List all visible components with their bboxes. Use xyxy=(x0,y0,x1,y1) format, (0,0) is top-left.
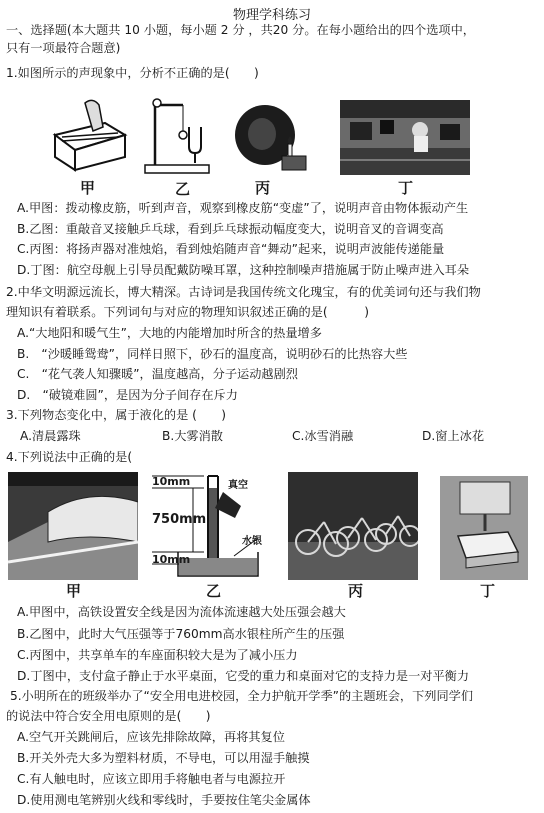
q4-fig2-mercury-label: 水银 xyxy=(242,536,262,547)
q1-label-bing: 丙 xyxy=(255,179,271,197)
q4-figure-train xyxy=(8,472,138,580)
q2-option-a: A.“大地阳和暖气生”，大地的内能增加时所含的热量增多 xyxy=(17,326,322,340)
q2-stem-line1: 2.中华文明源远流长，博大精深。古诗词是我国传统文化瑰宝，有的优美词句还与我们物 xyxy=(6,285,481,299)
q4-label-yi: 乙 xyxy=(206,582,222,600)
q3-option-a: A.清晨露珠 xyxy=(20,429,81,443)
q2-stem-line2: 理知识有着联系。下列词句与对应的物理知识叙述正确的是( ) xyxy=(6,305,369,319)
q4-stem: 4.下列说法中正确的是( xyxy=(6,450,133,464)
q2-option-d: D. “破镜难圆”，是因为分子间存在斥力 xyxy=(17,388,238,402)
q4-fig2-bottom-label: 10mm xyxy=(152,553,191,566)
q1-figure-rubber-band xyxy=(50,95,135,175)
q1-option-c: C.丙图：将扬声器对准烛焰，看到烛焰随声音“舞动”起来，说明声波能传递能量 xyxy=(17,242,445,256)
q4-option-b: B.乙图中，此时大气压强等于760mm高水银柱所产生的压强 xyxy=(17,627,345,641)
q4-label-jia: 甲 xyxy=(66,582,82,600)
section-heading-line2: 只有一项最符合题意) xyxy=(6,41,121,55)
q5-option-c: C.有人触电时，应该立即用手将触电者与电源拉开 xyxy=(17,772,286,786)
q4-option-a: A.甲图中，高铁设置安全线是因为流体流速越大处压强会越大 xyxy=(17,605,346,619)
q4-label-ding: 丁 xyxy=(480,582,496,600)
q5-option-d: D.使用测电笔辨别火线和零线时，手要按住笔尖金属体 xyxy=(17,793,311,807)
q4-option-c: C.丙图中，共享单车的车座面积较大是为了减小压力 xyxy=(17,648,298,662)
q2-option-c: C. “花气袭人知骤暖”，温度越高，分子运动越剧烈 xyxy=(17,367,298,381)
q3-stem: 3.下列物态变化中，属于液化的是 ( ) xyxy=(6,408,227,422)
q1-option-b: B.乙图：重敲音叉接触乒乓球，看到乒乓球振动幅度变大，说明音叉的音调变高 xyxy=(17,222,444,236)
q4-figure-shared-bikes xyxy=(288,472,418,580)
q1-figure-speaker xyxy=(230,100,310,175)
q1-figure-carrier-deck xyxy=(340,100,470,175)
q5-option-b: B.开关外壳大多为塑料材质，不导电，可以用湿手触摸 xyxy=(17,751,310,765)
q5-option-a: A.空气开关跳闸后，应该先排除故障，再将其复位 xyxy=(17,730,285,744)
q1-option-a: A.甲图：拨动橡皮筋，听到声音，观察到橡皮筋“变虚”了，说明声音由物体振动产生 xyxy=(17,201,469,215)
q1-label-yi: 乙 xyxy=(175,180,191,198)
q1-label-jia: 甲 xyxy=(80,179,96,197)
q2-option-b: B. “沙暖睡鸳鸯”，同样日照下，砂石的温度高，说明砂石的比热容大些 xyxy=(17,347,408,361)
q4-option-d: D.丁图中，支付盒子静止于水平桌面，它受的重力和桌面对它的支持力是一对平衡力 xyxy=(17,669,470,683)
q5-stem-line2: 的说法中符合安全用电原则的是( ) xyxy=(6,709,211,723)
q1-stem: 1.如图所示的声现象中，分析不正确的是( ) xyxy=(6,66,259,80)
page-title: 物理学科练习 xyxy=(232,8,311,23)
q3-option-c: C.冰雪消融 xyxy=(292,429,354,443)
q1-option-d: D.丁图：航空母舰上引导员配戴防噪耳罩，这种控制噪声措施属于防止噪声进入耳朵 xyxy=(17,263,470,277)
q5-stem-line1: 5.小明所在的班级举办了“安全用电进校园，全力护航开学季”的主题班会，下列同学们 xyxy=(10,689,474,703)
q1-figure-tuning-fork xyxy=(143,97,213,177)
q4-fig2-top-label: 10mm xyxy=(152,475,191,488)
q4-fig2-mid-label: 750mm xyxy=(152,512,207,527)
section-heading-line1: 一、选择题(本大题共 10 小题，每小题 2 分 ，共20 分。在每小题给出的四个选项中， xyxy=(6,23,475,37)
q3-options-row xyxy=(20,428,520,444)
q1-label-ding: 丁 xyxy=(398,179,414,197)
q4-label-bing: 丙 xyxy=(348,582,364,600)
q3-option-d: D.窗上冰花 xyxy=(422,429,485,443)
q4-fig2-vacuum-label: 真空 xyxy=(228,480,248,491)
q3-option-b: B.大雾消散 xyxy=(162,429,223,443)
q4-figure-payment-box xyxy=(440,476,528,580)
